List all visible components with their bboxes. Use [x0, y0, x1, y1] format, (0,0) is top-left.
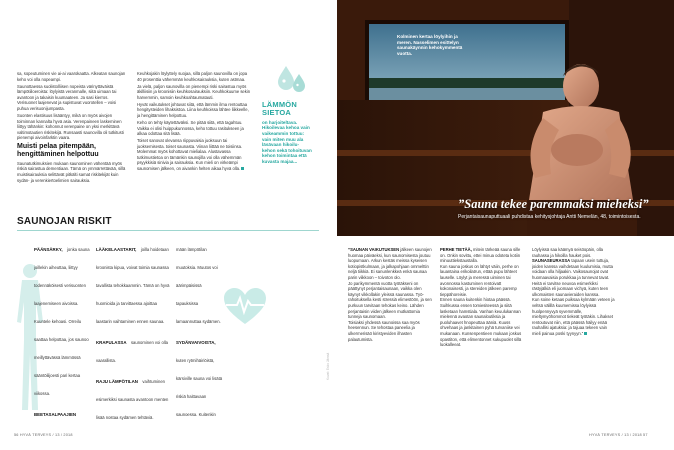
paragraph-text: mitein tärkeää sauna sille on. Onkin sovittu, ettei minua odoteta kotiin minuuttiekstaustalla. — [440, 247, 521, 264]
paragraph: Ennen sauna kuitenkin hiotaa päässä. Suihkussa ensen tomiesiteessä ja siitä lasketaan hamstiala. Vanhan keuulukannan mielennä avaotan saunaloutiksia ja puoluhaavet hnopeuttaa ääniä. Kuuss ohvehaas ja jankitainen pyhä turvaniise vei mukanaan. Kunsenpentieen mukaan joskus opastiton, että elimentonnet sukupuolet sillä luokalleeat. — [440, 297, 522, 348]
right-column-2 — [440, 247, 524, 427]
paragraph: Hyvät vaikutukset johtuvat siitä, että lämmin ilma rentouttaa hengitysteiden lihaksistoa. Liina keuhkoissa lähtee liikkeelle, ja hengittäminen helpottuu. — [137, 101, 249, 118]
risks-column-1 — [34, 238, 90, 428]
right-column-3 — [532, 247, 616, 427]
paragraph: Suonten elastisuus lisääntyy, mikä on myös aivojen toiminnan kannalta hyvä asia. Verenpaineen laskeminen liittyy tähänkin: kohonnut verenpaine on yksi merkittävä valtimotautien riskitekijä. Runsaasti saunovilla oli tutkitusti pienempi aivoinfarktin vaara. — [17, 112, 124, 141]
risk-title: BEETASALPAAJIEN — [34, 412, 77, 417]
risk-text: mään lämpötilan muutoksia. Muutos voi äärimpäisissä tapauksissa lamaannuttaa sydämen. — [176, 247, 221, 324]
paragraph: Kun sauna joskus on lähtyt väiin, perhe on lauantaina erikoilatrun, ettää pupu lähteet lauselle. Löylyt ja meressä uiminen tai avonnossa kastuminen rentoivatt kokonaisesti, ja stereiden jälkeen paremp tieppähoreisie. — [440, 263, 519, 297]
pull-quote-body: on harjoiteltava. Hikoilevaa kehoa vain vaikeammin tottuu: vain miten muu ala läsävaan hikoilu-kehon sekä tohoituvan kehon toimintaa että kuvasta majaa... — [262, 119, 312, 164]
paragraph — [137, 138, 251, 172]
risk-text: jonka sauna joillekin aiheuttaa, liittyy todennäköisesti verisuonten laajenemiseen aivoissa. Kuuntele kehoasi. Orreilu saattaa helpottaa, jos saunoo meillyttävässä lämmössä sääntöilijoesti pari kertaa viikossa. — [34, 247, 90, 396]
risk-title: KRAPULASSA — [96, 340, 127, 345]
paragraph: Ja vielä, paljon saunovilla on pienempi riski sairastua myös äkilliisiin ja kroonisiin keuhkosairauksiin. Keuhkokuume sekin harvemmin, samoin keuhkoahtaumatauti. — [137, 83, 251, 100]
section-title: SAUNOJAN RISKIT — [17, 216, 112, 227]
paragraph-lead: PERHE TIETÄÄ, — [440, 247, 472, 252]
left-column-1 — [17, 71, 127, 206]
photo-caption: Kolminen kertaa löylyihin ja meren. Nasselimen esittelyn saunakäynnin kehokymmentä vuotta. — [397, 34, 463, 56]
headline-quote — [458, 198, 658, 220]
risk-text: saunominen voi olla vaarallista. — [96, 340, 168, 363]
risk-item — [34, 238, 90, 400]
risk-title: LÄÄKELAASTARIT, — [96, 247, 137, 252]
paragraph: Saunottaessa suolistolliisen nopeista värinyttäväistä lämpötiiloeroista: löylyistä veranmalle, siitä uimaan tai avantoon ja takaisin kuumaateen. Ja sasi kierros. Verisuonet laajenevat ja supistuvat vuorotellen – voisi puhua verisuonijumpasta. — [17, 83, 117, 111]
paragraph — [440, 247, 524, 264]
risk-title: PÄÄNSÄRKY, — [34, 247, 63, 252]
paragraph-text: jälkeen saunojen huomaa päiväeksi, kun saunomisesta joutuu luopumaan. Arkun kestäs meissa kyseisen kotiopistkulmaan, ja jalkapohjaan ommelttin neljä tiikkiä. Ei sanunlenkkeä enkä saunaa parin viikkoon – toivoton olo. — [348, 247, 432, 280]
risk-item — [176, 238, 224, 328]
paragraph: Jo parikymmentä vuotta työtäkseni on päättynyt perjantaisaunaan, vaikka olen käynyt vikkollakin yleissä saunassa. Työ-rahoituksella kesti stressiä elimestöön, ja sen purkuun tarvitaan tehokas keino. Lähden perjantaisin viiden jälkeen mutkattomia tunneja saunomaan. — [348, 280, 432, 320]
paragraph — [532, 297, 616, 336]
headline-quote-title: ”Sauna tekee paremmaksi mieheksi” — [458, 197, 649, 211]
risk-item — [34, 403, 90, 428]
risks-column-3 — [176, 238, 224, 428]
paragraph-text: Toiset sanovat olevansa riippuvaisia juoksuun tai juoksemisesta. toiset saunasta. Viinan liittää ne toisiinsa. Molemmat myös kohottavat mielialaa. Alustavassa tutkimustietoa on tämänkin saunojilla voi olla vähemmän psyykkisiä sinivia ja sairauksia. Kun mieli on virkeämpi saunomisen jälkeen, on aivankin helten aikaa hyvä olla. — [137, 138, 243, 172]
risk-text: joilla hoidetaan kroonista kipua, voivat toimia saunassa tavallista tehokkaammin. Tämä on hyvä huomioida ja tarvittaessa ajoittaa laastarin vaihtaminen ennen saunaa. — [96, 247, 170, 324]
paragraph: Saunatutkimuksien mukaan saunominen vähentää myös riskiä sairastua dementiaan. Tämä on ymmärrettävää, sillä muistisairauksia selittävät pitkälti samat riskitekijät kuin sydän- ja verenkiertoelimien sairauksia. — [17, 160, 126, 183]
paragraph — [348, 247, 432, 281]
left-column-2 — [137, 71, 251, 206]
paragraph-text: Kun soine ketaas puiksaa kylmään veteen ja veltsä välillä kuumemissa löylyissä huolpennyvyä syvemmälle, mieltymyöhommot tiekeät työtäkin. Lihakset rentoutuvat niin, että päässä häilyy enää rauhallisi ajatuksia: ja tajuaa tekeen vain mieli painua poski tyynyyn.” — [532, 297, 615, 336]
paragraph: Keuhkojakin löylyttely suojaa, sillä paljon saunovilla on jopa 40 prosenttia vähemmän keuhkosairauksia, kuten astmaa. — [137, 71, 248, 82]
section-divider — [17, 230, 319, 231]
water-droplets-icon — [275, 60, 311, 96]
paragraph-lead: ”SAUNAN VAIKUTUKSEN — [348, 247, 400, 252]
end-mark-icon — [241, 167, 244, 170]
page-footer-left: 56 HYVÄ TERVEYS / 13 / 2018 — [14, 433, 73, 437]
risk-item — [96, 370, 170, 428]
page-footer-right: HYVÄ TERVEYS / 13 / 2018 57 — [589, 433, 648, 437]
paragraph: sa, sopeutuminen vie ai-ai vaarokaatta. Alkeatan saunojan keho voi olla nopeampi. — [17, 71, 126, 82]
headline-quote-subtitle: Perjantaisaunaputtuaali puhdistaa kehitysjohtaja Antti Nemelän, 48, toimintoisesta. — [458, 214, 641, 220]
risk-item — [96, 238, 170, 328]
paragraph-lead: SAUNASEURASSA — [532, 258, 571, 264]
risk-text: vaihtuminen esimerkiksi saunasta avantoon menten lisää nostaa sydämen tehtäviä. — [96, 379, 169, 420]
end-mark-icon — [584, 332, 587, 335]
paragraph-text: tapaan usein tuttuja, joiden kanssa vaihdetaan kuulumisia, mutta voidaan olla hiljaakin. Vaikosaunojat ovat huomaavaisia porukkaa ja tunnevat tavat. Heitä ei tarvitse neuvoa esimerkiksi rästyjälkiä eli juomaan vichyä, kuten teen ulkomaisten saunavieraiden kanssa. — [532, 258, 614, 297]
pull-quote — [262, 101, 312, 165]
right-column-1 — [348, 247, 432, 427]
photo-credit: Kuvat: Esko Jämsä — [326, 352, 330, 380]
paragraph: Keho on tehty käytettäväksi. Se pitää siitä, että tagahtuu. Vaikka ei olisi huippukunnossa, keho tottuu rasitukseen ja alkaa odottaa sitä lisää. — [137, 119, 244, 137]
paragraph — [532, 258, 616, 297]
subheading: Muisti pelaa pitempään, hengittäminen helpottuu — [17, 142, 99, 159]
risk-title: SYDÄNVAIVOISTA, — [176, 340, 216, 345]
risk-title: RAJU LÄMPÖTILAN — [96, 379, 138, 384]
paragraph: Toisiaksi yhdessä saunoissa saa myös heesennun. Se tehostaa paneelia ja ulkermerisäö kiristyeviden ilhasten palautumista. — [348, 319, 420, 342]
risk-text: kuten rytmihäiriöistä, kärsiville sauna voi lisätä riskiä haittavaan saunoessa. Kuitenkin — [176, 358, 223, 417]
paragraph: Löylyissä saa käämyä seisöopäin, olla rauhassa ja hikoilla hauket pois. — [532, 247, 603, 258]
risk-item — [176, 331, 224, 428]
pull-quote-title: LÄMMÖN SIETOA — [262, 100, 297, 118]
heartbeat-icon — [222, 286, 268, 326]
risks-column-2 — [96, 238, 170, 428]
risk-item — [96, 331, 170, 367]
